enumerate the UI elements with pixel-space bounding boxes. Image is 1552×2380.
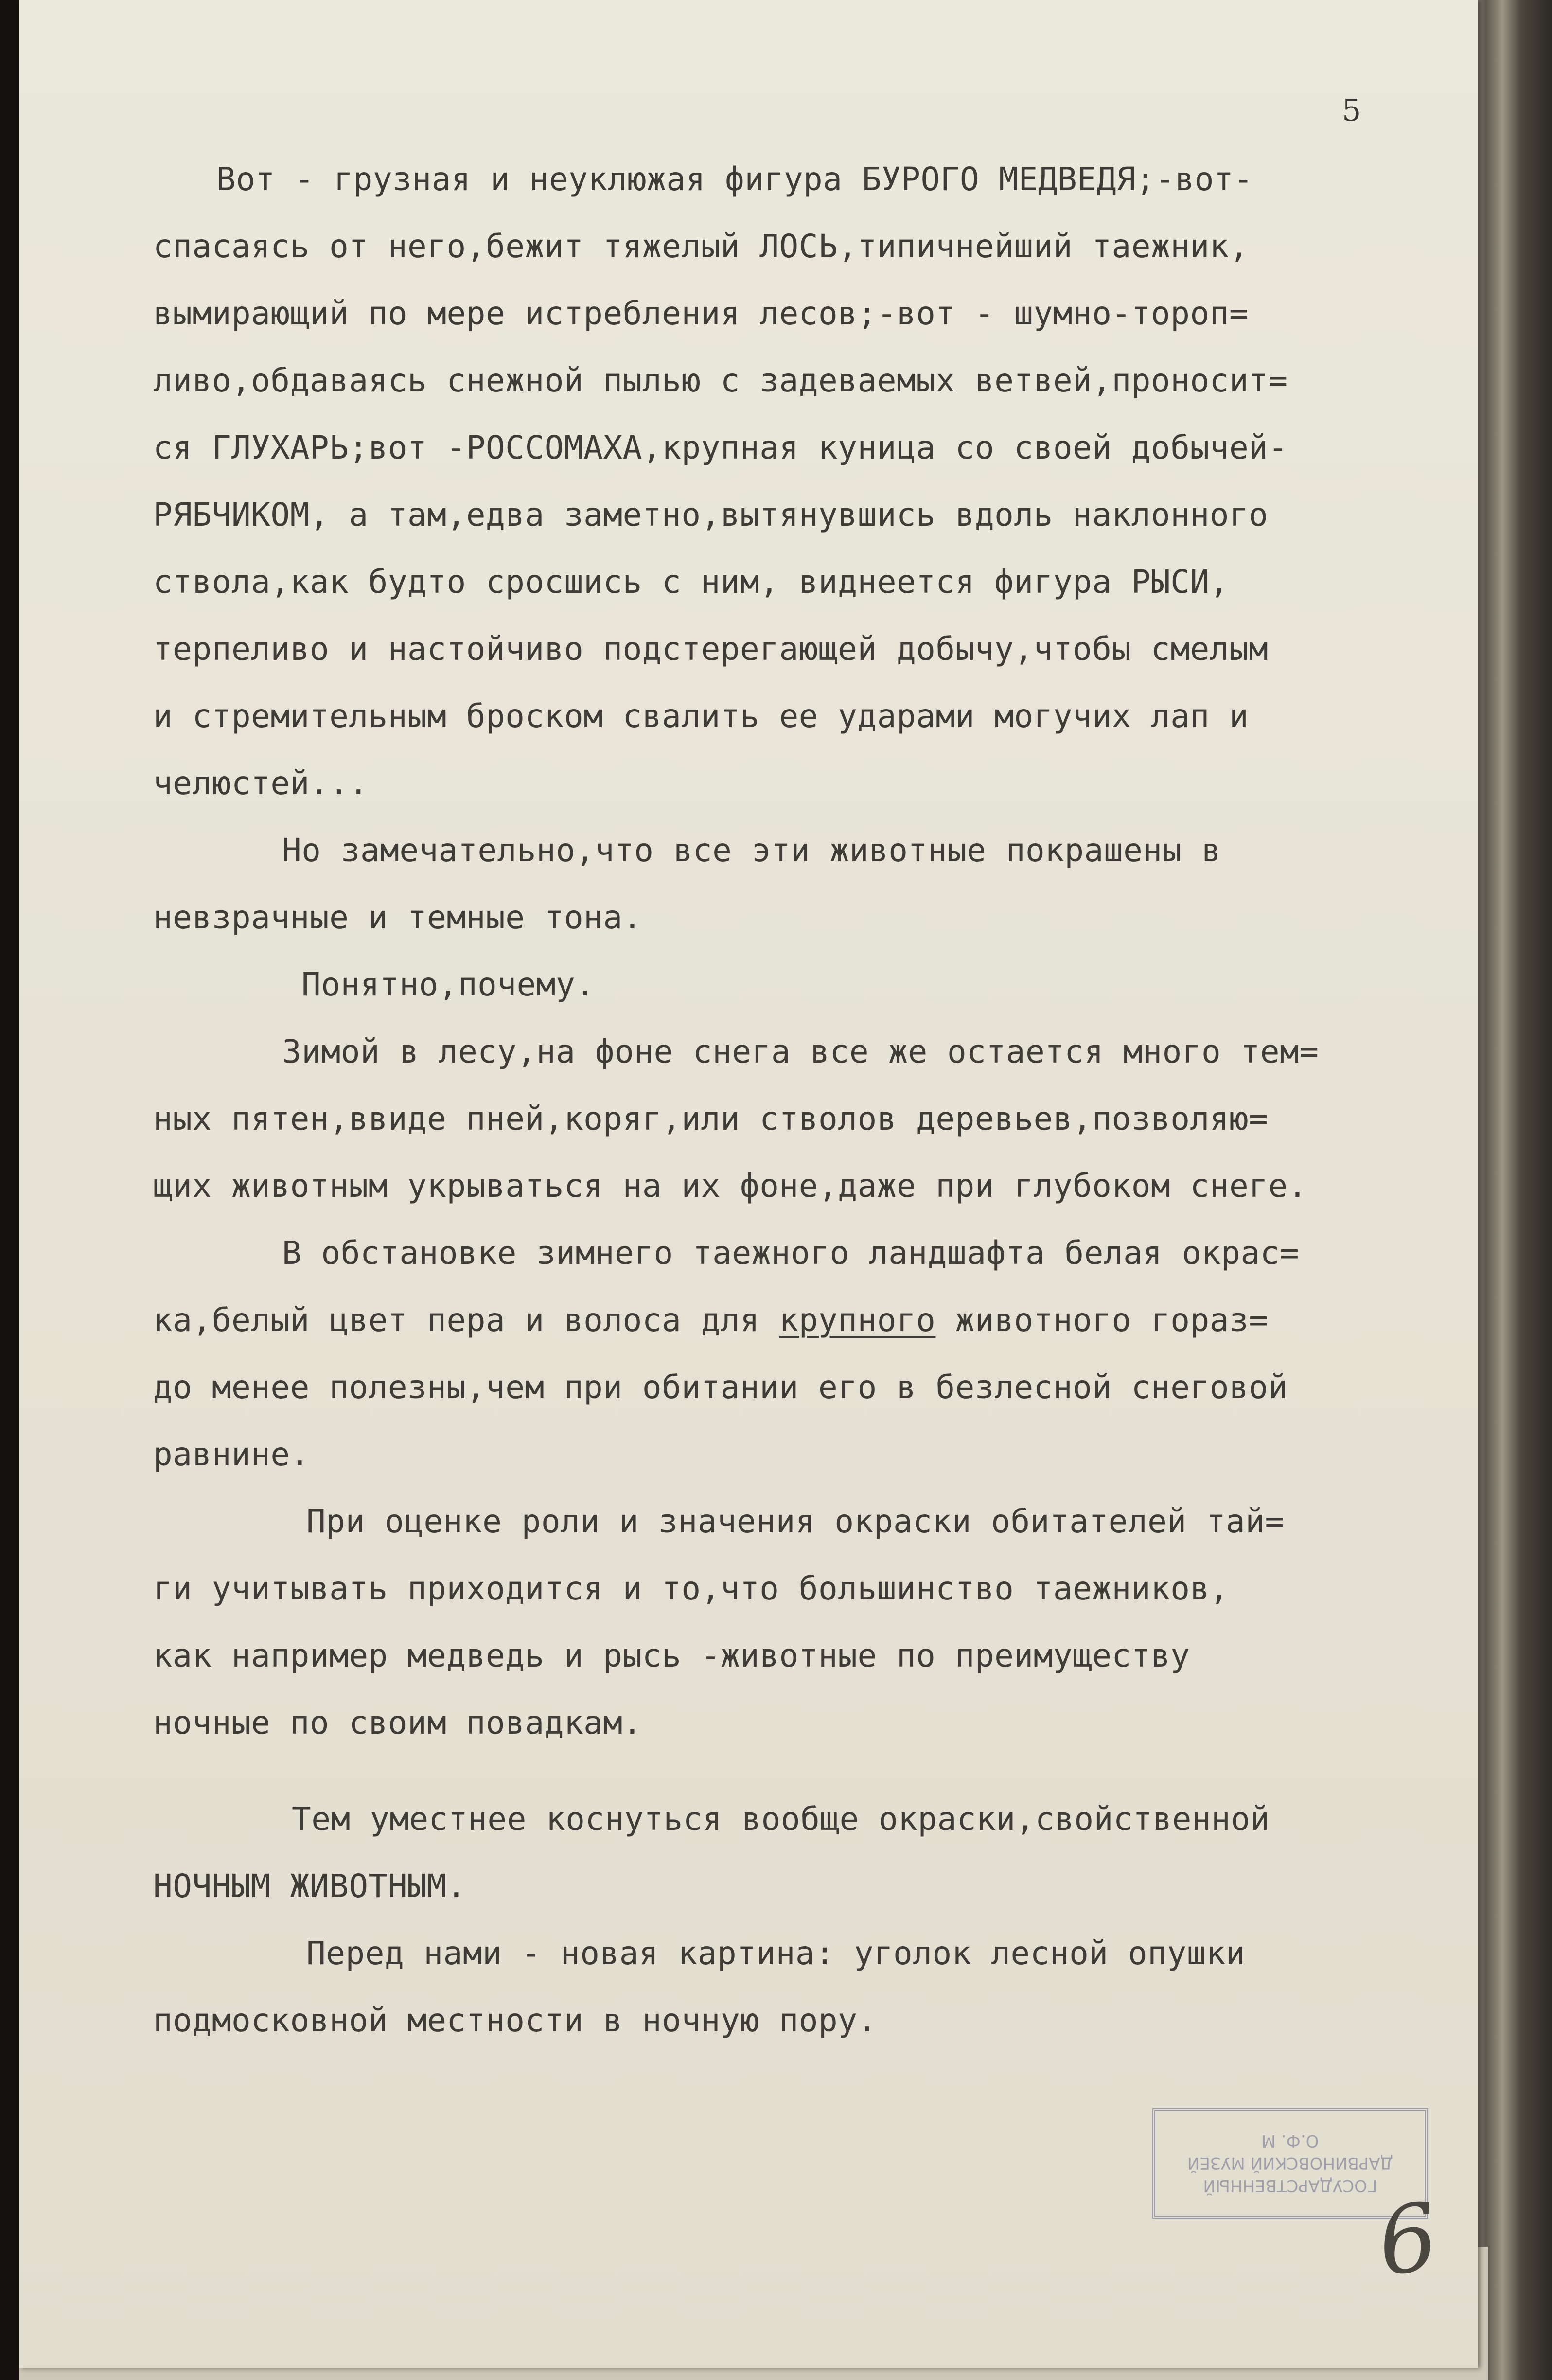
text-line: Перед нами - новая картина: уголок лесной опушки xyxy=(306,1935,1246,1972)
text-line: Понятно,почему. xyxy=(301,966,595,1003)
text-line: Зимой в лесу,на фоне снега все же остается много тем= xyxy=(282,1033,1319,1070)
text-line: как например медведь и рысь -животные по преимуществу xyxy=(153,1637,1190,1674)
page-number: 5 xyxy=(1342,92,1361,128)
underlined-word: крупного xyxy=(779,1301,936,1339)
stamp-line: ГОСУДАРСТВЕННЫЙ xyxy=(1203,2176,1377,2196)
stamp-line: О.Ф. М xyxy=(1261,2131,1319,2151)
document-page xyxy=(19,0,1478,2368)
text-line: Но замечательно,что все эти животные покрашены в xyxy=(282,832,1221,869)
text-line: щих животным укрываться на их фоне,даже при глубоком снеге. xyxy=(153,1167,1307,1205)
text-line: невзрачные и темные тона. xyxy=(153,899,642,936)
text-line: ных пятен,ввиде пней,коряг,или стволов деревьев,позволяю= xyxy=(153,1100,1269,1137)
text-line: терпеливо и настойчиво подстерегающей добычу,чтобы смелым xyxy=(153,630,1269,668)
text-line: ливо,обдаваясь снежной пылью с задеваемых ветвей,проносит= xyxy=(153,362,1288,399)
text-line: равнине. xyxy=(153,1436,310,1473)
text-line: НОЧНЫМ ЖИВОТНЫМ. xyxy=(153,1867,466,1905)
text-line: В обстановке зимнего таежного ландшафта белая окрас= xyxy=(282,1234,1300,1272)
text-line: подмосковной местности в ночную пору. xyxy=(153,2002,877,2039)
text-line: вымирающий по мере истребления лесов;-вот - шумно-тороп= xyxy=(153,295,1249,332)
text-line xyxy=(153,1301,1268,1339)
text-line: до менее полезны,чем при обитании его в безлесной снеговой xyxy=(153,1368,1288,1406)
text-segment: животного гораз= xyxy=(935,1301,1269,1339)
text-line: Тем уместнее коснуться вообще окраски,свойственной xyxy=(292,1800,1270,1838)
stamp-line: ДАРВИНОВСКИЙ МУЗЕЙ xyxy=(1187,2153,1393,2173)
text-line: челюстей... xyxy=(153,764,369,802)
background-left-edge xyxy=(0,0,19,2380)
text-segment: ка,белый цвет пера и волоса для xyxy=(153,1301,779,1339)
text-line: При оценке роли и значения окраски обитателей тай= xyxy=(306,1503,1285,1540)
text-line: и стремительным броском свалить ее ударами могучих лап и xyxy=(153,697,1249,735)
text-line: Вот - грузная и неуклюжая фигура БУРОГО МЕДВЕДЯ;-вот- xyxy=(216,160,1253,198)
text-line: ствола,как будто сросшись с ним, виднеется фигура РЫСИ, xyxy=(153,563,1229,601)
text-line: спасаясь от него,бежит тяжелый ЛОСЬ,типичнейший таежник, xyxy=(153,228,1249,265)
text-line: РЯБЧИКОМ, а там,едва заметно,вытянувшись вдоль наклонного xyxy=(153,496,1269,533)
handwritten-sheet-number: 6 xyxy=(1371,2182,1445,2297)
text-line: ночные по своим повадкам. xyxy=(153,1704,642,1741)
text-line: ся ГЛУХАРЬ;вот -РОССОМАХА,крупная куница со своей добычей- xyxy=(153,429,1288,466)
text-line: ги учитывать приходится и то,что большинство таежников, xyxy=(153,1570,1229,1607)
